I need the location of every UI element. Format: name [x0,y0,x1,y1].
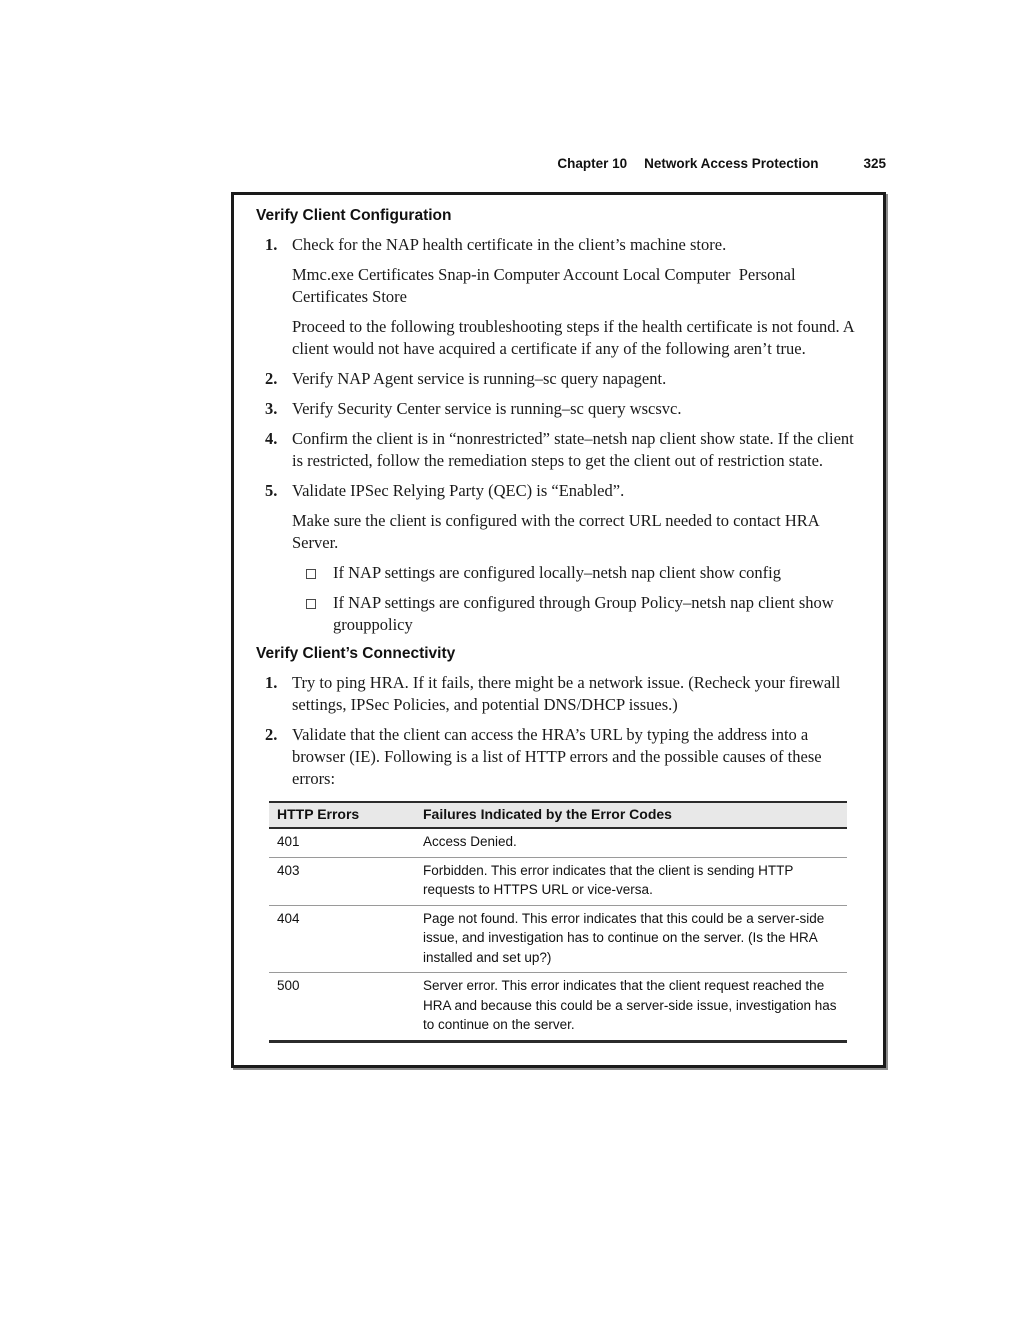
list-item-body [292,368,865,390]
list-item [265,368,865,390]
bullet-text: If NAP settings are configured through Group Policy–netsh nap client show grouppolicy [333,593,838,634]
chapter-label: Chapter 10 [557,156,628,171]
list-item-text: Validate IPSec Relying Party (QEC) is “Enabled”. [292,481,625,500]
troubleshooting-box [231,192,886,1068]
error-description-cell: Access Denied. [423,834,517,849]
error-code-cell: 404 [269,905,415,973]
table-header-row [269,802,847,828]
table-row [269,973,847,1042]
list-item [265,480,865,636]
sub-paragraph: Make sure the client is configured with the correct URL needed to contact HRA Server. [292,511,823,552]
section-heading-client-connectivity: Verify Client’s Connectivity [256,645,456,662]
checkbox-bullet-icon [306,569,316,579]
table-header-failures: Failures Indicated by the Error Codes [415,802,847,828]
list-item-body [292,724,865,790]
error-code-cell: 500 [269,973,415,1042]
list-item [265,234,865,360]
error-description-cell: Forbidden. This error indicates that the client is sending HTTP requests to HTTPS URL or vice-versa. [415,857,847,905]
list-item-text: Validate that the client can access the HRA’s URL by typing the address into a browser (IE). Following is a list of HTTP errors and the possible causes of these errors: [292,725,826,788]
checkbox-bullet-icon [306,599,316,609]
error-code-cell: 403 [269,857,415,905]
list-item-text: Confirm the client is in “nonrestricted” state–netsh nap client show state. If the client is restricted, follow the remediation steps to get the client out of restriction state. [292,429,858,470]
list-item-body [292,480,865,636]
list-item-body [292,428,865,472]
error-code-cell: 401 [277,834,300,849]
page-number: 325 [863,156,886,171]
list-item-text: Try to ping HRA. If it fails, there might be a network issue. (Recheck your firewall settings, IPSec Policies, and potential DNS/DHCP issues.) [292,673,845,714]
list-item [265,724,865,790]
list-item-body [292,234,865,360]
list-item-text: Verify NAP Agent service is running–sc query napagent. [292,369,667,388]
bullet-text: If NAP settings are configured locally–netsh nap client show config [333,563,781,582]
list-item-number: 4. [265,429,278,448]
list-item-body [292,672,865,716]
table-header-http-errors: HTTP Errors [269,802,415,828]
list-item [265,428,865,472]
sub-paragraph: Proceed to the following troubleshooting steps if the health certificate is not found. A client would not have acquired a certificate if any of the following aren’t true. [292,317,858,358]
table-row [269,905,847,973]
list-item-body [292,398,865,420]
running-header [0,156,886,171]
list-item-number: 1. [265,673,278,692]
list-item-text: Check for the NAP health certificate in the client’s machine store. [292,235,727,254]
section-heading-client-configuration: Verify Client Configuration [256,207,452,224]
list-item-text: Verify Security Center service is running–sc query wscsvc. [292,399,682,418]
http-error-table [269,801,847,1043]
list-item-number: 1. [265,235,278,254]
sub-paragraph: Mmc.exe Certificates Snap-in Computer Account Local Computer Personal Certificates Store [292,265,800,306]
list-item-number: 5. [265,481,278,500]
table-row [269,857,847,905]
chapter-title: Network Access Protection [644,156,819,171]
list-item-number: 3. [265,399,278,418]
list-item-number: 2. [265,369,278,388]
bullet-item [306,592,865,636]
list-item-number: 2. [265,725,278,744]
error-description-cell: Page not found. This error indicates that this could be a server-side issue, and investigation has to continue on the server. (Is the HRA installed and set up?) [415,905,847,973]
error-description-cell: Server error. This error indicates that the client request reached the HRA and because this could be a server-side issue, investigation has to continue on the server. [415,973,847,1042]
bullet-item [306,562,865,584]
list-item [265,672,865,716]
table-row [269,828,847,857]
list-item [265,398,865,420]
